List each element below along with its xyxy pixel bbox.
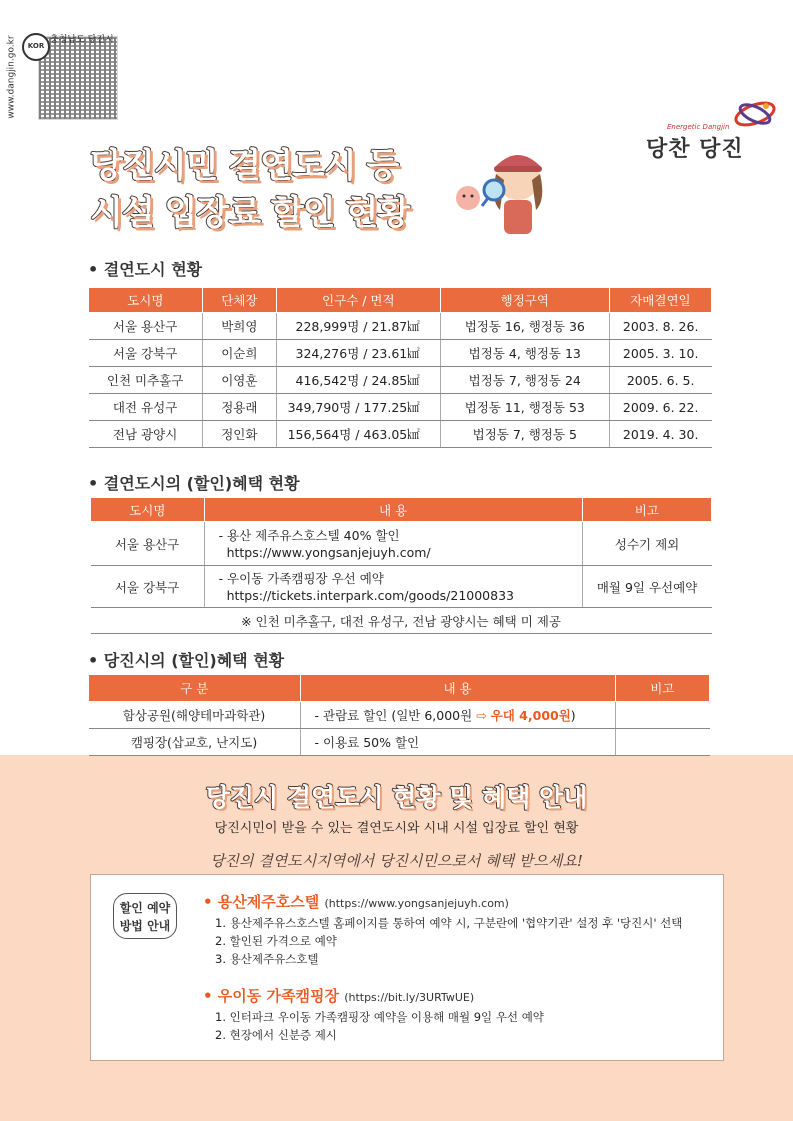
qr-url: www.dangjin.go.kr xyxy=(6,35,17,119)
col-header: 자매결연일 xyxy=(609,288,711,313)
col-header: 도시명 xyxy=(91,498,205,522)
table-row xyxy=(91,522,712,566)
cell: 156,564명 / 463.05㎢ xyxy=(276,421,440,448)
badge-line-1: 할인 예약 xyxy=(119,901,171,915)
cell xyxy=(204,522,582,566)
cell: 416,542명 / 24.85㎢ xyxy=(276,367,440,394)
place1-name: • 용산제주호스텔 xyxy=(203,893,320,911)
cell: 대전 유성구 xyxy=(89,394,203,421)
reservation-guide-box xyxy=(90,874,724,1061)
section2-title: • 결연도시의 (할인)혜택 현황 xyxy=(88,474,300,493)
cell: 매월 9일 우선예약 xyxy=(582,566,711,608)
col-header: 행정구역 xyxy=(440,288,609,313)
logo-text: 당찬 당진 xyxy=(646,137,744,162)
table-row xyxy=(91,608,712,634)
sister-cities-table xyxy=(88,287,712,448)
cell: 324,276명 / 23.61㎢ xyxy=(276,340,440,367)
cell: 법정동 7, 행정동 5 xyxy=(440,421,609,448)
title-line-2: 시설 입장료 할인 현황 xyxy=(90,193,410,233)
table-row xyxy=(91,566,712,608)
cell: 이순희 xyxy=(202,340,276,367)
cell: 2019. 4. 30. xyxy=(609,421,711,448)
place1-heading xyxy=(203,891,509,912)
col-header: 내 용 xyxy=(204,498,582,522)
cell: 2005. 3. 10. xyxy=(609,340,711,367)
cell: 법정동 16, 행정동 36 xyxy=(440,313,609,340)
table-row xyxy=(89,340,712,367)
section1-title: • 결연도시 현황 xyxy=(88,260,203,279)
cell: 함상공원(해양테마과학관) xyxy=(89,702,301,729)
cell: 2005. 6. 5. xyxy=(609,367,711,394)
col-header: 도시명 xyxy=(89,288,203,313)
cell xyxy=(300,702,615,729)
table-row xyxy=(89,313,712,340)
section3-title: • 당진시의 (할인)혜택 현황 xyxy=(88,651,285,670)
cell: 228,999명 / 21.87㎢ xyxy=(276,313,440,340)
kor-badge-icon: KOR xyxy=(22,33,50,61)
cell: 법정동 11, 행정동 53 xyxy=(440,394,609,421)
table-row xyxy=(89,421,712,448)
guide-badge xyxy=(113,893,177,939)
cell: 349,790명 / 177.25㎢ xyxy=(276,394,440,421)
badge-line-2: 방법 안내 xyxy=(119,919,171,933)
cell: 이영훈 xyxy=(202,367,276,394)
sister-city-benefits-table xyxy=(90,497,712,634)
dangjin-logo-icon xyxy=(732,96,778,132)
col-header: 비고 xyxy=(615,675,709,702)
cell: 서울 강북구 xyxy=(91,566,205,608)
cell xyxy=(204,566,582,608)
cell: 법정동 7, 행정동 24 xyxy=(440,367,609,394)
bottom-subtitle: 당진시민이 받을 수 있는 결연도시와 시내 시설 입장료 할인 현황 xyxy=(214,821,579,836)
cell xyxy=(615,702,709,729)
dangjin-benefits-table xyxy=(88,674,710,756)
benefit-line: - 우이동 가족캠핑장 우선 예약 xyxy=(218,570,384,586)
arrow-right-icon: ⇨ xyxy=(476,707,487,723)
col-header: 구 분 xyxy=(89,675,301,702)
qr-code xyxy=(38,36,118,120)
title-line-1: 당진시민 결연도시 등 xyxy=(90,146,399,186)
detective-mascot-icon xyxy=(450,140,560,240)
col-header: 비고 xyxy=(582,498,711,522)
place1-step: 3. 용산제주유스호텔 xyxy=(215,952,319,966)
discount-price: 우대 4,000원 xyxy=(490,707,571,723)
table-row xyxy=(89,729,710,756)
cell: 성수기 제외 xyxy=(582,522,711,566)
cell: 캠핑장(삽교호, 난지도) xyxy=(89,729,301,756)
place2-heading xyxy=(203,985,474,1006)
col-header: 내 용 xyxy=(300,675,615,702)
place2-name: • 우이동 가족캠핑장 xyxy=(203,987,339,1005)
cell: 서울 강북구 xyxy=(89,340,203,367)
cell: 전남 광양시 xyxy=(89,421,203,448)
table-row xyxy=(89,394,712,421)
place2-url[interactable]: (https://bit.ly/3URTwUE) xyxy=(344,991,475,1004)
cell: 서울 용산구 xyxy=(89,313,203,340)
benefit-line: - 용산 제주유스호스텔 40% 할인 xyxy=(218,527,400,543)
cell: - 이용료 50% 할인 xyxy=(300,729,615,756)
place1-step: 1. 용산제주유스호스텔 홈페이지를 통하여 예약 시, 구분란에 '협약기관' 설정 후 '당진시' 선택 xyxy=(215,916,683,930)
place1-url[interactable]: (https://www.yongsanjejuyh.com) xyxy=(324,897,509,910)
table-row xyxy=(89,702,710,729)
benefit-url: https://www.yongsanjejuyh.com/ xyxy=(226,544,431,560)
place2-step: 1. 인터파크 우이동 가족캠핑장 예약을 이용해 매월 9일 우선 예약 xyxy=(215,1010,544,1024)
cell xyxy=(615,729,709,756)
place1-step: 2. 할인된 가격으로 예약 xyxy=(215,934,337,948)
cell: 정용래 xyxy=(202,394,276,421)
col-header: 단체장 xyxy=(202,288,276,313)
discount-text: - 관람료 할인 (일반 6,000원 xyxy=(314,707,473,723)
bottom-title: 당진시 결연도시 현황 및 혜택 안내 xyxy=(205,783,588,812)
qr-org-label: 충청남도 당진시 xyxy=(50,35,114,45)
benefit-url: https://tickets.interpark.com/goods/21000833 xyxy=(226,587,514,603)
cell: 정인화 xyxy=(202,421,276,448)
page-title xyxy=(90,143,409,237)
table-row xyxy=(89,367,712,394)
cell: 박희영 xyxy=(202,313,276,340)
place2-step: 2. 현장에서 신분증 제시 xyxy=(215,1028,337,1042)
cell: 법정동 4, 행정동 13 xyxy=(440,340,609,367)
col-header: 인구수 / 면적 xyxy=(276,288,440,313)
cell: 2003. 8. 26. xyxy=(609,313,711,340)
cell: 인천 미추홀구 xyxy=(89,367,203,394)
handwritten-slogan: 당진의 결연도시지역에서 당진시민으로서 혜택 받으세요! xyxy=(210,852,583,870)
cell: 2009. 6. 22. xyxy=(609,394,711,421)
discount-close: ) xyxy=(570,707,576,723)
cell: 서울 용산구 xyxy=(91,522,205,566)
footnote: ※ 인천 미추홀구, 대전 유성구, 전남 광양시는 혜택 미 제공 xyxy=(91,608,712,634)
logo-subtitle: Energetic Dangjin xyxy=(667,123,730,131)
